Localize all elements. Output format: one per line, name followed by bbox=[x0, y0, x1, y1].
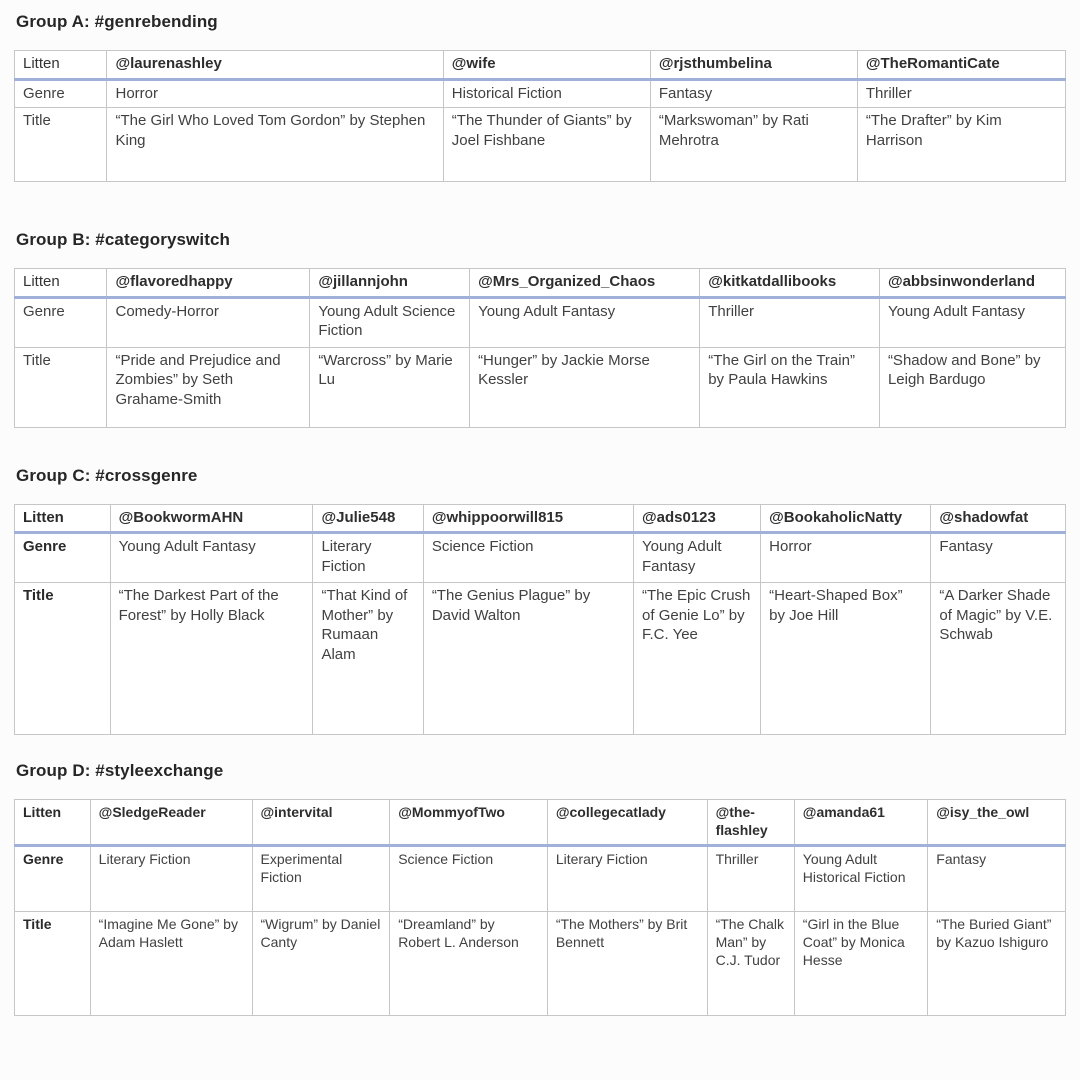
title-cell: “The Mothers” by Brit Bennett bbox=[547, 912, 707, 1016]
table-row bbox=[15, 846, 1066, 912]
username-cell: @laurenashley bbox=[107, 51, 443, 80]
username-cell: @BookwormAHN bbox=[110, 504, 313, 533]
row-label-cell: Genre bbox=[15, 846, 91, 912]
username-cell: @flavoredhappy bbox=[107, 269, 310, 298]
genre-cell: Literary Fiction bbox=[547, 846, 707, 912]
table-row bbox=[15, 504, 1066, 533]
title-cell: “Pride and Prejudice and Zombies” by Seth Grahame-Smith bbox=[107, 347, 310, 427]
title-cell: “The Thunder of Giants” by Joel Fishbane bbox=[443, 108, 650, 182]
genre-cell: Young Adult Fantasy bbox=[634, 533, 761, 583]
username-cell: @TheRomantiCate bbox=[857, 51, 1065, 80]
row-label-cell: Title bbox=[15, 912, 91, 1016]
genre-cell: Horror bbox=[107, 79, 443, 108]
username-cell: @jillannjohn bbox=[310, 269, 470, 298]
username-cell: @MommyofTwo bbox=[390, 800, 548, 846]
genre-cell: Literary Fiction bbox=[313, 533, 423, 583]
table-row bbox=[15, 108, 1066, 182]
title-cell: “The Girl on the Train” by Paula Hawkins bbox=[700, 347, 880, 427]
table-row bbox=[15, 912, 1066, 1016]
table-row bbox=[15, 800, 1066, 846]
group-heading: Group D: #styleexchange bbox=[16, 761, 224, 780]
username-cell: @Julie548 bbox=[313, 504, 423, 533]
username-cell: @shadowfat bbox=[931, 504, 1066, 533]
title-cell: “Warcross” by Marie Lu bbox=[310, 347, 470, 427]
row-label-cell: Title bbox=[15, 347, 107, 427]
row-label-cell: Title bbox=[15, 583, 111, 735]
table-row bbox=[15, 533, 1066, 583]
title-cell: “That Kind of Mother” by Rumaan Alam bbox=[313, 583, 423, 735]
title-cell: “The Chalk Man” by C.J. Tudor bbox=[707, 912, 794, 1016]
genre-cell: Thriller bbox=[700, 297, 880, 347]
username-cell: @collegecatlady bbox=[547, 800, 707, 846]
username-cell: @whippoorwill815 bbox=[423, 504, 633, 533]
group-table bbox=[14, 504, 1066, 736]
row-label-cell: Litten bbox=[15, 800, 91, 846]
title-cell: “Hunger” by Jackie Morse Kessler bbox=[470, 347, 700, 427]
title-cell: “Markswoman” by Rati Mehrotra bbox=[650, 108, 857, 182]
row-label-cell: Genre bbox=[15, 297, 107, 347]
genre-cell: Thriller bbox=[857, 79, 1065, 108]
table-row bbox=[15, 269, 1066, 298]
genre-cell: Fantasy bbox=[931, 533, 1066, 583]
genre-cell: Science Fiction bbox=[423, 533, 633, 583]
group-section bbox=[14, 466, 1066, 736]
table-row bbox=[15, 347, 1066, 427]
username-cell: @intervital bbox=[252, 800, 390, 846]
group-section bbox=[14, 12, 1066, 182]
table-row bbox=[15, 297, 1066, 347]
table-row bbox=[15, 51, 1066, 80]
genre-cell: Horror bbox=[761, 533, 931, 583]
title-cell: “Imagine Me Gone” by Adam Haslett bbox=[90, 912, 252, 1016]
username-cell: @abbsinwonderland bbox=[879, 269, 1065, 298]
genre-cell: Young Adult Fantasy bbox=[110, 533, 313, 583]
row-label-cell: Genre bbox=[15, 533, 111, 583]
title-cell: “Girl in the Blue Coat” by Monica Hesse bbox=[794, 912, 927, 1016]
genre-cell: Literary Fiction bbox=[90, 846, 252, 912]
title-cell: “The Epic Crush of Genie Lo” by F.C. Yee bbox=[634, 583, 761, 735]
title-cell: “Wigrum” by Daniel Canty bbox=[252, 912, 390, 1016]
username-cell: @BookaholicNatty bbox=[761, 504, 931, 533]
genre-cell: Comedy-Horror bbox=[107, 297, 310, 347]
group-table bbox=[14, 268, 1066, 428]
username-cell: @the-flashley bbox=[707, 800, 794, 846]
title-cell: “The Girl Who Loved Tom Gordon” by Stephen King bbox=[107, 108, 443, 182]
genre-cell: Historical Fiction bbox=[443, 79, 650, 108]
title-cell: “The Buried Giant” by Kazuo Ishiguro bbox=[928, 912, 1066, 1016]
table-row bbox=[15, 79, 1066, 108]
group-table bbox=[14, 50, 1066, 182]
username-cell: @Mrs_Organized_Chaos bbox=[470, 269, 700, 298]
genre-cell: Young Adult Historical Fiction bbox=[794, 846, 927, 912]
row-label-cell: Title bbox=[15, 108, 107, 182]
title-cell: “The Darkest Part of the Forest” by Holly Black bbox=[110, 583, 313, 735]
genre-cell: Fantasy bbox=[650, 79, 857, 108]
row-label-cell: Genre bbox=[15, 79, 107, 108]
genre-cell: Science Fiction bbox=[390, 846, 548, 912]
genre-cell: Young Adult Science Fiction bbox=[310, 297, 470, 347]
title-cell: “The Drafter” by Kim Harrison bbox=[857, 108, 1065, 182]
title-cell: “Shadow and Bone” by Leigh Bardugo bbox=[879, 347, 1065, 427]
genre-cell: Young Adult Fantasy bbox=[470, 297, 700, 347]
group-heading: Group C: #crossgenre bbox=[16, 465, 198, 485]
row-label-cell: Litten bbox=[15, 269, 107, 298]
row-label-cell: Litten bbox=[15, 504, 111, 533]
username-cell: @SledgeReader bbox=[90, 800, 252, 846]
username-cell: @ads0123 bbox=[634, 504, 761, 533]
group-heading: Group B: #categoryswitch bbox=[16, 230, 230, 249]
username-cell: @rjsthumbelina bbox=[650, 51, 857, 80]
username-cell: @isy_the_owl bbox=[928, 800, 1066, 846]
group-section bbox=[14, 761, 1066, 1016]
group-section bbox=[14, 230, 1066, 428]
username-cell: @amanda61 bbox=[794, 800, 927, 846]
username-cell: @kitkatdallibooks bbox=[700, 269, 880, 298]
title-cell: “Dreamland” by Robert L. Anderson bbox=[390, 912, 548, 1016]
genre-cell: Fantasy bbox=[928, 846, 1066, 912]
row-label-cell: Litten bbox=[15, 51, 107, 80]
table-row bbox=[15, 583, 1066, 735]
title-cell: “Heart-Shaped Box” by Joe Hill bbox=[761, 583, 931, 735]
title-cell: “A Darker Shade of Magic” by V.E. Schwab bbox=[931, 583, 1066, 735]
genre-cell: Experimental Fiction bbox=[252, 846, 390, 912]
group-table bbox=[14, 799, 1066, 1016]
group-heading: Group A: #genrebending bbox=[16, 12, 218, 31]
username-cell: @wife bbox=[443, 51, 650, 80]
genre-cell: Young Adult Fantasy bbox=[879, 297, 1065, 347]
genre-cell: Thriller bbox=[707, 846, 794, 912]
title-cell: “The Genius Plague” by David Walton bbox=[423, 583, 633, 735]
